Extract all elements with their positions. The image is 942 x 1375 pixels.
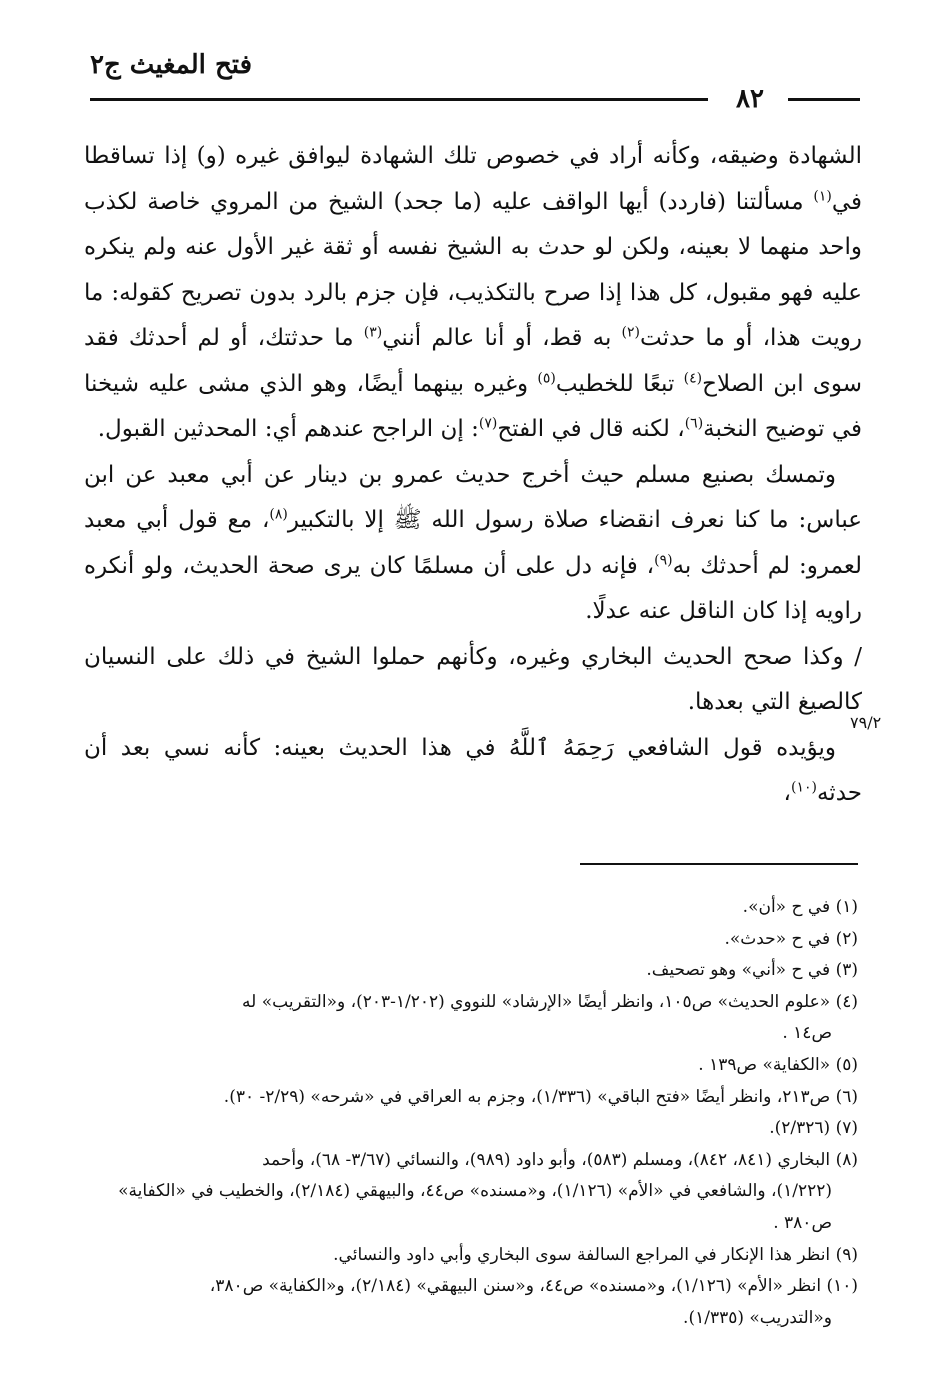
- footnote-number: (٤): [835, 991, 858, 1012]
- footnote: [80, 1240, 860, 1272]
- footnote-text: انظر هذا الإنكار في المراجع السالفة سوى البخاري وأبي داود والنسائي.: [333, 1244, 831, 1265]
- footnote-continuation: ص١٤ .: [782, 1023, 832, 1044]
- footnote-number: (٥): [835, 1054, 858, 1075]
- footnote-separator: [580, 863, 858, 865]
- footnote-number: (٣): [835, 960, 858, 981]
- text-run: وغيره بينهما أيضًا، وهو الذي مشى عليه شيخنا في توضيح النخبة: [84, 370, 862, 442]
- footnote: [80, 1271, 860, 1334]
- footnote-text: في ح «أن».: [742, 897, 831, 917]
- footnote-number: (٨): [835, 1149, 858, 1170]
- footnote-text: في ح «أني» وهو تصحيف.: [646, 960, 831, 981]
- header-rule: [90, 98, 708, 101]
- footnote: [80, 924, 860, 956]
- footnote-text: «علوم الحديث» ص١٠٥، وانظر أيضًا «الإرشاد» للنووي (١/٢٠٢-٢٠٣)، و«التقريب» له: [242, 991, 831, 1012]
- text-run: ، فإنه دل على أن مسلمًا كان يرى صحة الحديث، ولو أنكره راويه إذا كان الناقل عنه عدلًا.: [84, 552, 862, 624]
- footnote: [80, 955, 860, 987]
- footnote-ref: (٧): [478, 415, 498, 432]
- footnote-continuation: (١/٢٢٢)، والشافعي في «الأم» (١/١٢٦)، و«مسنده» ص٤٤، والبيهقي (٢/١٨٤)، والخطيب في «الكفاية» ص٣٨٠ .: [118, 1181, 832, 1233]
- footnote-number: (٢): [835, 928, 858, 949]
- footnote-ref: (٦): [684, 415, 704, 432]
- header-rule-short: [788, 98, 860, 101]
- footnote-ref: (٨): [269, 506, 288, 523]
- text-run: ، مع قول أبي معبد لعمرو: لم أحدثك به: [84, 507, 862, 579]
- footnote: [80, 892, 860, 924]
- text-run: ويؤيده قول الشافعي رَحِمَهُ ٱللَّهُ في هذا الحديث بعينه: كأنه نسي بعد أن حدثه: [84, 734, 862, 806]
- footnote-number: (٧): [835, 1118, 858, 1139]
- footnote-ref: (٣): [363, 324, 383, 341]
- footnote-ref: (١٠): [790, 779, 817, 796]
- text-run: مسألتنا (فاردد) أيها الواقف عليه (ما جحد) الشيخ من المروي خاصة لكذب واحد منهما لا بعينه، ولكن لو حدث به الشيخ نفسه أو ثقة غير الأول عنه ولم ينكره عليه فهو مقبول، كل هذا إذا صرح بالتكذيب، فإن جزم بالرد بدون تصريح كقوله: ما رويت هذا، أو ما حدثت: [84, 188, 862, 351]
- footnote-text: (٢/٣٢٦).: [769, 1118, 831, 1139]
- text-run: / وكذا صحح الحديث البخاري وغيره، وكأنهم حملوا الشيخ في ذلك على النسيان كالصيغ التي بعدها.: [84, 643, 862, 715]
- footnote-ref: (٩): [654, 551, 673, 568]
- main-text: [84, 134, 862, 817]
- running-title: فتح المغيث ج٢: [90, 50, 253, 80]
- footnote-number: (١٠): [826, 1276, 858, 1297]
- footnotes: [80, 892, 860, 1334]
- text-run: ما حدثتك، أو لم أحدثك فقد سوى ابن الصلاح: [84, 325, 862, 397]
- text-run: الشهادة وضيقه، وكأنه أراد في خصوص تلك الشهادة ليوافق غيره (و) إذا تساقطا في: [84, 143, 862, 215]
- footnote-text: «الكفاية» ص١٣٩ .: [698, 1054, 831, 1075]
- footnote-number: (١): [835, 897, 858, 917]
- footnote-text: ص٢١٣، وانظر أيضًا «فتح الباقي» (١/٣٣٦)، وجزم به العراقي في «شرحه» (٢/٢٩- ٣٠).: [223, 1086, 831, 1107]
- footnote: [80, 987, 860, 1050]
- text-run: وتمسك بصنيع مسلم حيث أخرج حديث عمرو بن دينار عن أبي معبد عن ابن عباس: ما كنا نعرف انقضاء صلاة رسول الله ﷺ إلا بالتكبير: [84, 461, 862, 533]
- footnote: [80, 1113, 860, 1145]
- footnote-ref: (٤): [683, 369, 703, 386]
- paragraph-2: [84, 453, 862, 635]
- text-run: : إن الراجح عندهم أي: المحدثين القبول.: [97, 416, 479, 442]
- footnote-continuation: و«التدريب» (١/٣٣٥).: [683, 1307, 832, 1328]
- text-run: تبعًا للخطيب: [555, 370, 684, 397]
- footnote-text: في ح «حدث».: [724, 928, 831, 949]
- footnote: [80, 1050, 860, 1082]
- text-run: ، لكنه قال في الفتح: [497, 416, 685, 442]
- footnote: [80, 1145, 860, 1240]
- page-number: ٨٢: [736, 84, 764, 114]
- footnote-ref: (٥): [537, 369, 556, 386]
- footnote-ref: (٢): [621, 324, 640, 341]
- margin-reference: ٧٩/٢: [850, 713, 882, 732]
- footnote-ref: (١): [813, 187, 832, 204]
- footnote-number: (٦): [835, 1086, 858, 1107]
- text-run: به قط، أو أنا عالم أنني: [382, 325, 622, 351]
- paragraph-3: [84, 635, 862, 726]
- paragraph-4: [84, 726, 862, 817]
- footnote-text: انظر «الأم» (١/١٢٦)، و«مسنده» ص٤٤، و«سنن البيهقي» (٢/١٨٤)، و«الكفاية» ص٣٨٠،: [209, 1276, 822, 1297]
- text-run: ،: [783, 780, 791, 806]
- footnote-text: البخاري (٨٤١، ٨٤٢)، ومسلم (٥٨٣)، وأبو داود (٩٨٩)، والنسائي (٣/٦٧- ٦٨)، وأحمد: [262, 1149, 831, 1170]
- footnote-number: (٩): [835, 1244, 858, 1265]
- footnote: [80, 1082, 860, 1114]
- paragraph-1: [84, 134, 862, 453]
